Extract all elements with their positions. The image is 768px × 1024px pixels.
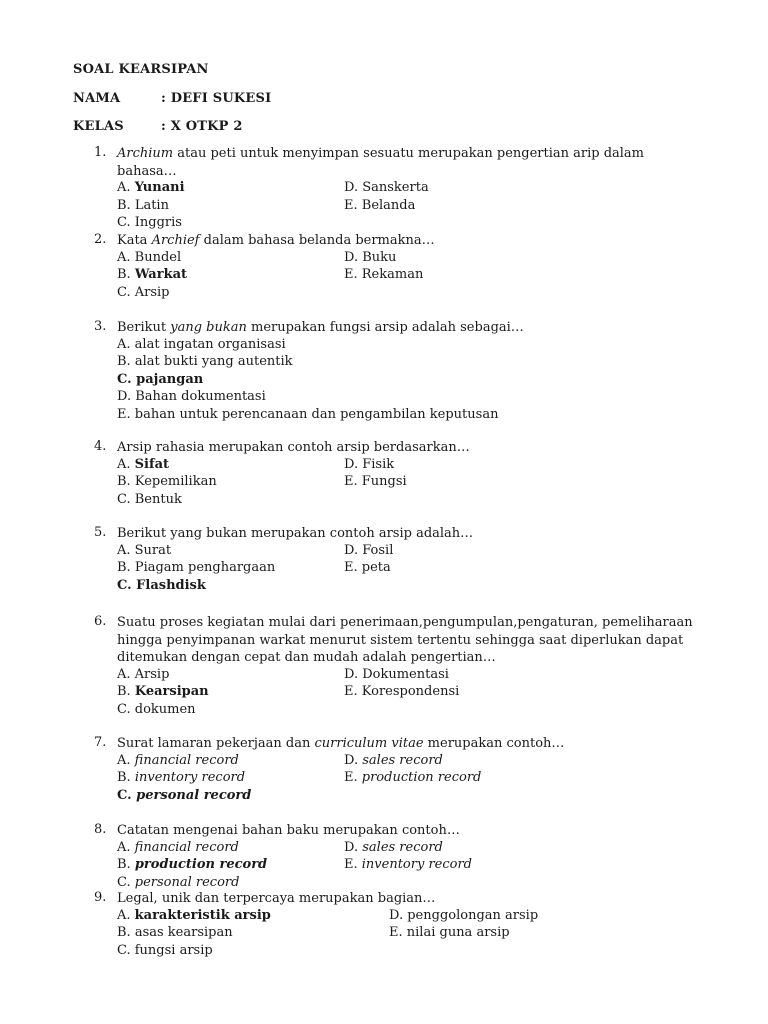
option-row [117,215,704,233]
answer-option [117,560,275,575]
answer-options [117,337,704,425]
option-row [117,840,704,858]
option-text: personal record [134,874,240,890]
option-row [117,578,704,596]
question-number: 8. [94,822,107,837]
option-text: Bahan dokumentasi [135,389,266,404]
option-letter: C. [117,371,137,387]
answer-option [117,457,169,472]
answer-option [117,250,181,265]
stem-text: Kata [117,233,152,248]
option-letter: E. [389,925,407,940]
option-letter: E. [344,857,362,872]
option-text: Arsip [134,284,170,300]
option-text: alat bukti yang autentik [134,354,293,369]
option-letter: C. [117,491,135,507]
question-stem [117,232,704,250]
answer-option [117,770,245,785]
stem-text: atau peti untuk menyimpan sesuatu merupakan pengertian arip dalam bahasa… [117,146,645,179]
question-stem [117,890,704,908]
answer-option [117,875,239,890]
question-number: 9. [94,890,107,905]
option-letter: D. [344,180,363,195]
answer-option [117,543,171,558]
stem-text: dalam bahasa belanda bermakna… [199,233,435,248]
option-text: nilai guna arsip [406,925,510,940]
option-text: sales record [362,752,443,768]
option-letter: A. [117,839,135,855]
option-letter: D. [344,666,363,682]
question-number: 5. [94,525,107,540]
option-row [117,389,704,407]
option-row [117,684,704,702]
option-text: Flashdisk [136,577,206,593]
option-letter: C. [117,577,137,593]
option-text: sales record [362,839,443,855]
question-stem [117,614,704,667]
option-text: inventory record [361,857,472,872]
option-text: Warkat [134,267,188,282]
answer-option [344,474,407,489]
question-stem [117,525,704,543]
option-row [117,788,704,806]
option-text: Dokumentasi [362,666,449,682]
stem-text: Surat lamaran pekerjaan dan [117,736,315,751]
answer-option [117,840,239,855]
question-9 [94,890,704,960]
question-stem [117,735,704,753]
option-row [117,285,704,303]
question-3 [94,319,704,424]
answer-options [117,753,704,806]
option-text: Korespondensi [361,684,460,699]
class-label: KELAS [73,119,124,134]
option-text: Yunani [134,180,185,195]
option-letter: A. [117,180,135,195]
option-letter: B. [117,354,135,369]
option-text: Rekaman [361,267,424,282]
option-text: alat ingatan organisasi [134,336,286,352]
question-stem [117,145,704,180]
answer-option [117,753,239,768]
option-letter: A. [117,249,135,265]
option-text: asas kearsipan [134,925,233,940]
option-text: fungsi arsip [134,942,213,958]
option-letter: B. [117,770,135,785]
option-text: Piagam penghargaan [134,560,276,575]
answer-options [117,908,704,961]
option-letter: C. [117,215,135,230]
option-row [117,250,704,268]
option-text: Sifat [134,456,170,472]
answer-options [117,180,704,233]
option-row [117,492,704,510]
answer-option [344,667,449,682]
answer-option [344,840,443,855]
question-number: 7. [94,735,107,750]
question-7 [94,735,704,805]
answer-option [344,560,391,575]
option-text: Belanda [361,197,416,213]
answer-option [117,389,266,404]
option-letter: E. [344,267,362,282]
answer-options [117,457,704,510]
option-letter: B. [117,474,135,489]
answer-option [117,354,293,369]
answer-option [344,684,459,699]
option-letter: D. [117,389,136,404]
option-text: Surat [134,542,172,558]
answer-option [344,753,443,768]
option-text: production record [361,770,482,785]
question-number: 1. [94,145,107,160]
question-2 [94,232,704,302]
option-letter: E. [344,560,362,575]
answer-option [117,407,498,422]
option-row [117,180,704,198]
option-text: Fosil [362,542,394,558]
option-text: financial record [134,752,239,768]
class-line [73,119,243,134]
answer-options [117,543,704,596]
option-row [117,354,704,372]
option-letter: E. [117,406,135,422]
stem-text: Suatu proses kegiatan mulai dari penerimaan,pengumpulan,pengaturan, pemeliharaan hingga penyimpanan warkat menurut sistem tertentu sehingga saat diperlukan dapat ditemukan dengan cepat dan mudah adalah pengertian… [117,615,693,665]
question-number: 4. [94,439,107,454]
option-letter: A. [117,542,135,558]
question-6 [94,614,704,719]
question-5 [94,525,704,595]
option-letter: E. [344,684,362,699]
option-row [117,702,704,720]
answer-option [344,267,423,282]
answer-option [117,857,267,872]
answer-option [117,267,187,282]
option-letter: D. [344,456,363,472]
answer-option [117,925,233,940]
option-letter: B. [117,267,135,282]
option-text: penggolongan arsip [407,907,539,923]
answer-option [344,180,429,195]
answer-option [117,578,206,593]
answer-options [117,667,704,720]
answer-option [389,908,538,923]
option-letter: B. [117,684,135,699]
option-letter: D. [344,249,363,265]
question-8 [94,822,704,892]
stem-text: Archium [117,146,174,161]
answer-option [344,543,393,558]
option-letter: C. [117,284,135,300]
document-title: SOAL KEARSIPAN [73,62,209,77]
answer-option [344,770,481,785]
option-text: Sanskerta [362,180,429,195]
option-row [117,753,704,771]
option-letter: E. [344,770,362,785]
option-text: personal record [136,787,252,803]
name-label: NAMA [73,91,121,106]
stem-text: Berikut yang bukan merupakan contoh arsip adalah… [117,526,474,541]
option-letter: E. [344,197,362,213]
question-stem [117,439,704,457]
answer-option [344,457,394,472]
option-letter: C. [117,942,135,958]
option-row [117,908,704,926]
option-text: Arsip [134,666,170,682]
name-value: : DEFI SUKESI [161,91,272,106]
question-4 [94,439,704,509]
option-letter: B. [117,857,135,872]
name-line [73,91,272,106]
question-1 [94,145,704,233]
question-number: 6. [94,614,107,629]
option-text: Buku [362,249,397,265]
option-row [117,474,704,492]
class-value: : X OTKP 2 [161,119,243,134]
option-letter: D. [344,752,363,768]
option-row [117,407,704,425]
stem-text: merupakan fungsi arsip adalah sebagai… [246,320,524,335]
option-letter: D. [344,542,363,558]
answer-option [344,250,396,265]
option-letter: C. [117,787,137,803]
answer-option [117,337,286,352]
answer-option [389,925,510,940]
option-letter: D. [389,907,408,923]
option-row [117,372,704,390]
stem-text: Arsip rahasia merupakan contoh arsip berdasarkan… [117,440,470,455]
answer-option [117,180,185,195]
option-text: pajangan [136,371,204,387]
option-text: peta [361,560,391,575]
stem-text: Legal, unik dan terpercaya merupakan bagian… [117,891,436,906]
option-letter: A. [117,752,135,768]
answer-options [117,840,704,893]
option-letter: A. [117,666,135,682]
answer-option [117,702,196,717]
option-row [117,543,704,561]
option-text: Kepemilikan [134,474,217,489]
option-text: bahan untuk perencanaan dan pengambilan keputusan [134,406,499,422]
option-row [117,457,704,475]
question-number: 3. [94,319,107,334]
option-text: Fungsi [361,474,407,489]
option-row [117,925,704,943]
stem-text: merupakan contoh… [423,736,565,751]
stem-text: Berikut [117,320,171,335]
option-letter: B. [117,560,135,575]
answer-option [117,474,217,489]
option-text: production record [134,857,268,872]
answer-option [117,667,169,682]
answer-option [117,788,251,803]
option-row [117,267,704,285]
option-text: Bentuk [134,491,182,507]
option-text: financial record [134,839,239,855]
option-letter: A. [117,456,135,472]
answer-option [117,684,209,699]
stem-text: Catatan mengenai bahan baku merupakan contoh… [117,823,460,838]
option-letter: C. [117,701,135,717]
option-letter: C. [117,874,135,890]
stem-text: Archief [151,233,200,248]
option-letter: B. [117,925,135,940]
option-text: Latin [134,197,169,213]
answer-option [117,198,169,213]
question-number: 2. [94,232,107,247]
option-letter: B. [117,197,135,213]
answer-options [117,250,704,303]
question-stem [117,822,704,840]
option-text: Bundel [134,249,182,265]
question-stem [117,319,704,337]
stem-text: curriculum vitae [314,736,424,751]
answer-option [117,285,170,300]
option-letter: D. [344,839,363,855]
option-row [117,198,704,216]
option-text: dokumen [134,701,196,717]
option-row [117,770,704,788]
option-letter: A. [117,907,135,923]
answer-option [344,198,415,213]
option-text: Kearsipan [134,684,209,699]
option-row [117,560,704,578]
answer-option [344,857,472,872]
answer-option [117,372,203,387]
option-text: karakteristik arsip [134,907,271,923]
option-text: inventory record [134,770,246,785]
answer-option [117,943,213,958]
option-row [117,337,704,355]
option-row [117,943,704,961]
option-row [117,857,704,875]
option-text: Fisik [362,456,395,472]
answer-option [117,908,271,923]
answer-option [117,492,182,507]
stem-text: yang bukan [170,320,247,335]
option-letter: E. [344,474,362,489]
option-text: Inggris [134,215,182,230]
answer-option [117,215,182,230]
option-row [117,667,704,685]
option-letter: A. [117,336,135,352]
